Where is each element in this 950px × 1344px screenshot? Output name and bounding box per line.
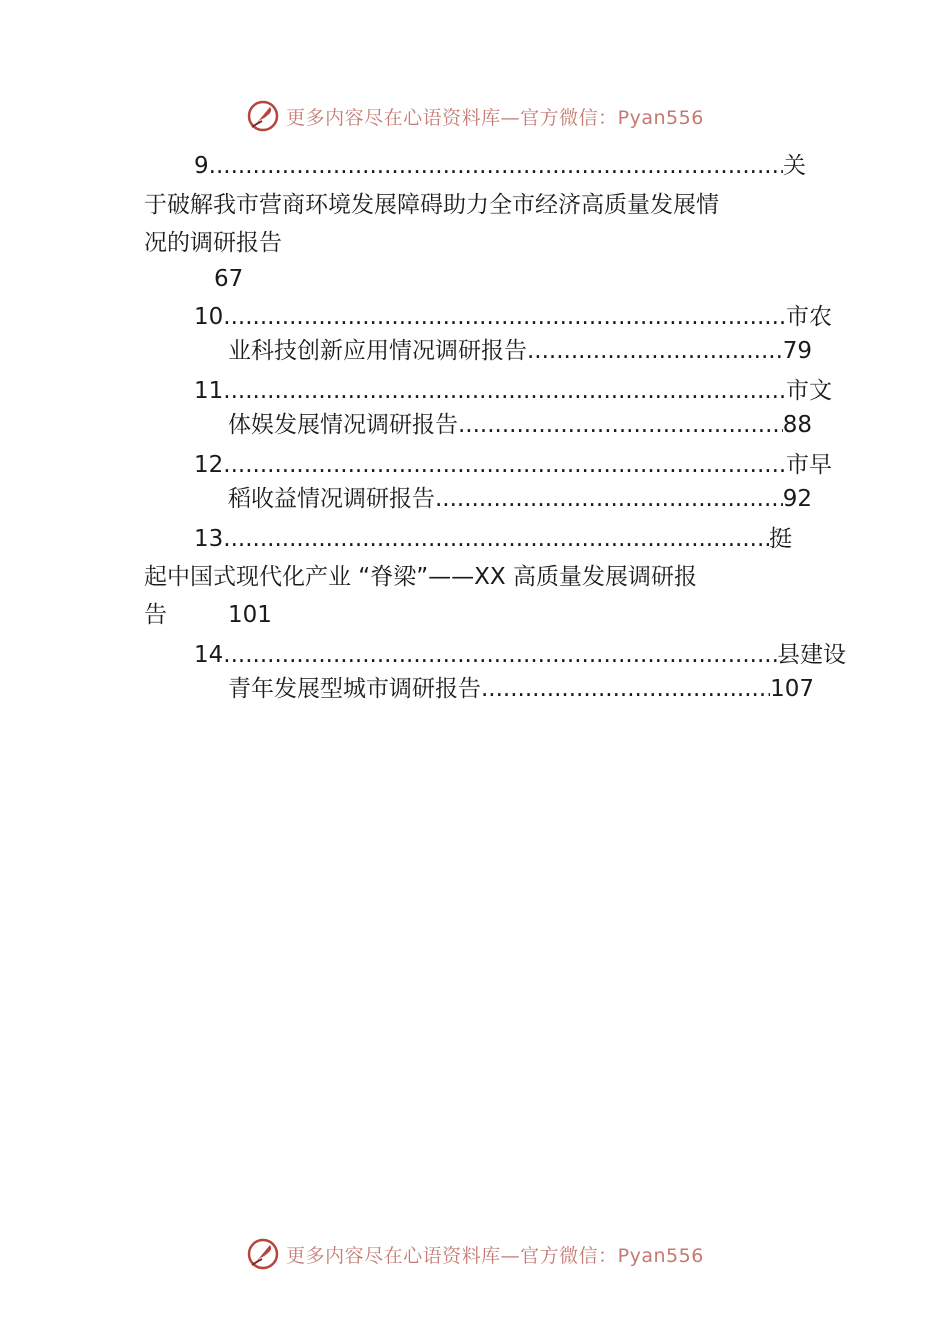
toc-entry-number: 13 xyxy=(194,526,224,552)
toc-entry-title-start: 市早 xyxy=(786,452,832,478)
toc-dot-leader xyxy=(209,151,783,181)
toc-entry-12-line1[interactable] xyxy=(194,450,832,480)
toc-entry-number: 12 xyxy=(194,452,224,478)
toc-entry-12-line2 xyxy=(228,484,812,514)
toc-entry-title-rest: 稻收益情况调研报告 xyxy=(228,486,435,512)
toc-dot-leader xyxy=(223,640,777,670)
toc-entry-number: 9 xyxy=(194,153,209,179)
toc-entry-10-line1[interactable] xyxy=(194,302,832,332)
toc-entry-13-page: 101 xyxy=(228,602,272,628)
toc-entry-11-line1[interactable] xyxy=(194,376,832,406)
footer-watermark-banner xyxy=(0,1234,950,1274)
toc-entry-title-rest: 体娱发展情况调研报告 xyxy=(228,412,458,438)
toc-entry-title-start: 市农 xyxy=(786,304,832,330)
toc-entry-11-line2 xyxy=(228,410,812,440)
header-banner-text: 更多内容尽在心语资料库—官方微信：Pyan556 xyxy=(286,106,704,129)
toc-entry-title-rest: 青年发展型城市调研报告 xyxy=(228,676,481,702)
toc-dot-leader xyxy=(481,674,770,704)
toc-entry-number: 10 xyxy=(194,304,224,330)
toc-entry-number: 14 xyxy=(194,642,224,668)
toc-dot-leader xyxy=(527,336,783,366)
toc-entry-title-start: 县建设 xyxy=(777,642,846,668)
toc-entry-13-line3: 告 xyxy=(144,602,167,628)
toc-dot-leader xyxy=(223,302,786,332)
toc-entry-14-line1[interactable] xyxy=(194,640,846,670)
toc-dot-leader xyxy=(223,524,769,554)
toc-entry-title-start: 关 xyxy=(783,153,806,179)
toc-entry-page: 79 xyxy=(782,338,812,364)
toc-entry-title-rest: 业科技创新应用情况调研报告 xyxy=(228,338,527,364)
toc-entry-9-line3: 况的调研报告 xyxy=(144,230,282,256)
toc-dot-leader xyxy=(223,376,786,406)
toc-entry-9-line1[interactable] xyxy=(194,151,806,181)
toc-entry-page: 92 xyxy=(782,486,812,512)
toc-dot-leader xyxy=(458,410,783,440)
quill-logo-icon xyxy=(246,1237,280,1271)
toc-dot-leader xyxy=(435,484,783,514)
footer-banner-text: 更多内容尽在心语资料库—官方微信：Pyan556 xyxy=(286,1244,704,1267)
toc-entry-title-start: 挺 xyxy=(769,526,792,552)
header-watermark-banner xyxy=(0,96,950,136)
toc-entry-14-line2 xyxy=(228,674,814,704)
toc-entry-9-page: 67 xyxy=(214,266,244,292)
toc-entry-page: 107 xyxy=(770,676,814,702)
toc-entry-page: 88 xyxy=(782,412,812,438)
toc-entry-13-line1[interactable] xyxy=(194,524,792,554)
quill-logo-icon xyxy=(246,99,280,133)
toc-entry-13-line2: 起中国式现代化产业 “脊梁”——XX 高质量发展调研报 xyxy=(144,564,697,590)
toc-dot-leader xyxy=(223,450,786,480)
toc-entry-number: 11 xyxy=(194,378,224,404)
toc-entry-title-start: 市文 xyxy=(786,378,832,404)
toc-entry-9-line2: 于破解我市营商环境发展障碍助力全市经济高质量发展情 xyxy=(144,192,719,218)
toc-entry-10-line2 xyxy=(228,336,812,366)
